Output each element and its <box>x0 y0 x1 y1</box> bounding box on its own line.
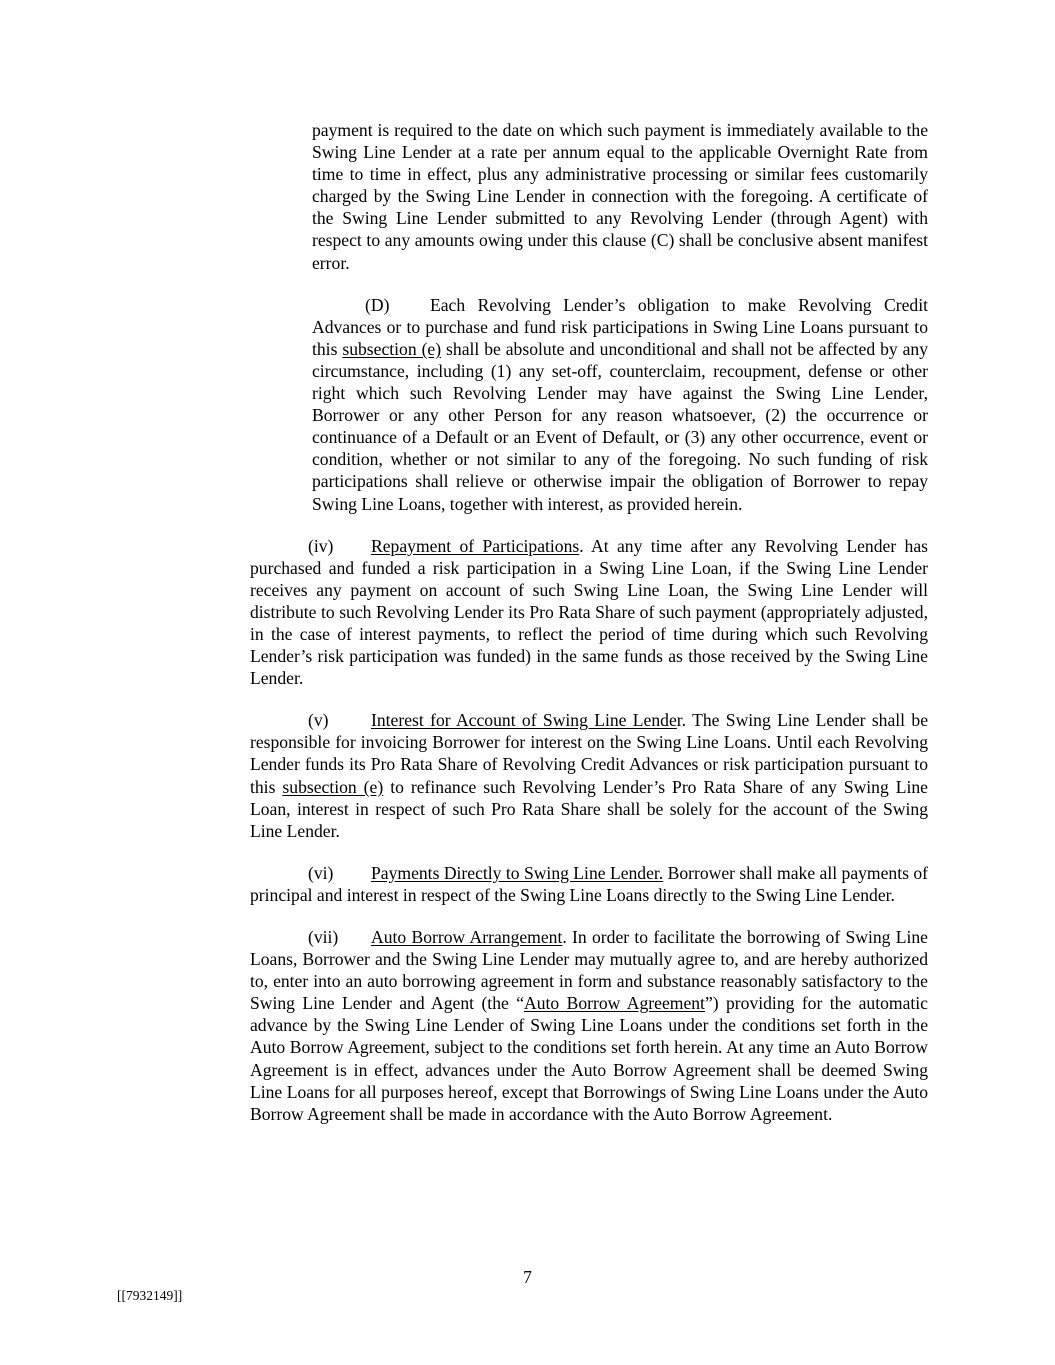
clause-marker: (iv) <box>308 535 334 556</box>
underlined-term: Auto Borrow Agreement <box>524 993 705 1014</box>
text-segment: shall be absolute and unconditional and shall not be affected by any circumstance, including (1) any set-off, counterclaim, recoupment, defense or other right which such Revolving Lender may have against the Swing Line Lender, Borrower or any other Person for any reason whatsoever, (2) the occurrence or continuance of a Default or an Event of Default, or (3) any other occurrence, event or condition, whether or not similar to any of the foregoing. No such funding of risk participations shall relieve or otherwise impair the obligation of Borrower to repay Swing Line Loans, together with interest, as provided herein. <box>312 338 928 514</box>
paragraph-continuation <box>312 119 928 274</box>
text-segment: payment is required to the date on which such payment is immediately available to the Swing Line Lender at a rate per annum equal to the applicable Overnight Rate from time to time in effect, plus any administrative processing or similar fees customarily charged by the Swing Line Lender in connection with the foregoing. A certificate of the Swing Line Lender submitted to any Revolving Lender (through Agent) with respect to any amounts owing under this clause (C) shall be conclusive absent manifest error. <box>312 120 928 273</box>
paragraph-v <box>250 709 928 842</box>
text-segment: to refinance such Revolving Lender’s Pro Rata Share of any Swing Line Loan, interest in respect of such Pro Rata Share shall be solely for the account of the Swing Line Lender. <box>250 776 928 841</box>
text-segment: Borrower shall make all payments of principal and interest in respect of the Swing Line Loans directly to the Swing Line Lender. <box>250 862 929 905</box>
underlined-term: subsection (e) <box>342 338 442 359</box>
document-id-stamp: [[7932149]] <box>117 1288 183 1303</box>
underlined-term: Interest for Account of Swing Line Lende <box>371 710 677 731</box>
clause-marker: (D) <box>365 294 390 315</box>
paragraph-D <box>312 294 928 515</box>
underlined-term: Payments Directly to Swing Line Lender. <box>371 862 664 883</box>
paragraph-iv <box>250 535 928 690</box>
paragraph-vii <box>250 926 928 1125</box>
paragraph-vi <box>250 862 928 906</box>
underlined-term: Repayment of Participations <box>371 535 580 556</box>
clause-marker: (v) <box>308 710 329 731</box>
underlined-term: subsection (e) <box>282 776 384 797</box>
clause-marker: (vi) <box>308 862 334 883</box>
clause-marker: (vii) <box>308 927 339 947</box>
text-segment: . In order to facilitate the borrowing of Swing Line Loans, Borrower and the Swing Line Lender may mutually agree to, and are hereby authorized to, enter into an auto borrowing agreement in form and substance reasonably satisfactory to the Swing Line Lender and Agent (the “ <box>250 927 928 1014</box>
document-body <box>250 119 928 1145</box>
text-segment: Each Revolving Lender’s obligation to make Revolving Credit Advances or to purchase and fund risk participations in Swing Line Loans pursuant to this <box>312 294 928 359</box>
text-segment: . At any time after any Revolving Lender has purchased and funded a risk participation in a Swing Line Loan, if the Swing Line Lender receives any payment on account of such Swing Line Loan, the Swing Line Lender will distribute to such Revolving Lender its Pro Rata Share of such payment (appropriately adjusted, in the case of interest payments, to reflect the period of time during which such Revolving Lender’s risk participation was funded) in the same funds as those received by the Swing Line Lender. <box>250 535 928 689</box>
text-segment: r. The Swing Line Lender shall be responsible for invoicing Borrower for interest on the Swing Line Loans. Until each Revolving Lender funds its Pro Rata Share of Revolving Credit Advances or risk participation pursuant to this <box>250 710 929 797</box>
page-number: 7 <box>523 1267 532 1287</box>
underlined-term: Auto Borrow Arrangement <box>371 927 563 947</box>
text-segment: ”) providing for the automatic advance by the Swing Line Lender of Swing Line Loans under the conditions set forth in the Auto Borrow Agreement, subject to the conditions set forth herein. At any time an Auto Borrow Agreement is in effect, advances under the Auto Borrow Agreement shall be deemed Swing Line Loans for all purposes hereof, except that Borrowings of Swing Line Loans under the Auto Borrow Agreement shall be made in accordance with the Auto Borrow Agreement. <box>250 993 928 1124</box>
